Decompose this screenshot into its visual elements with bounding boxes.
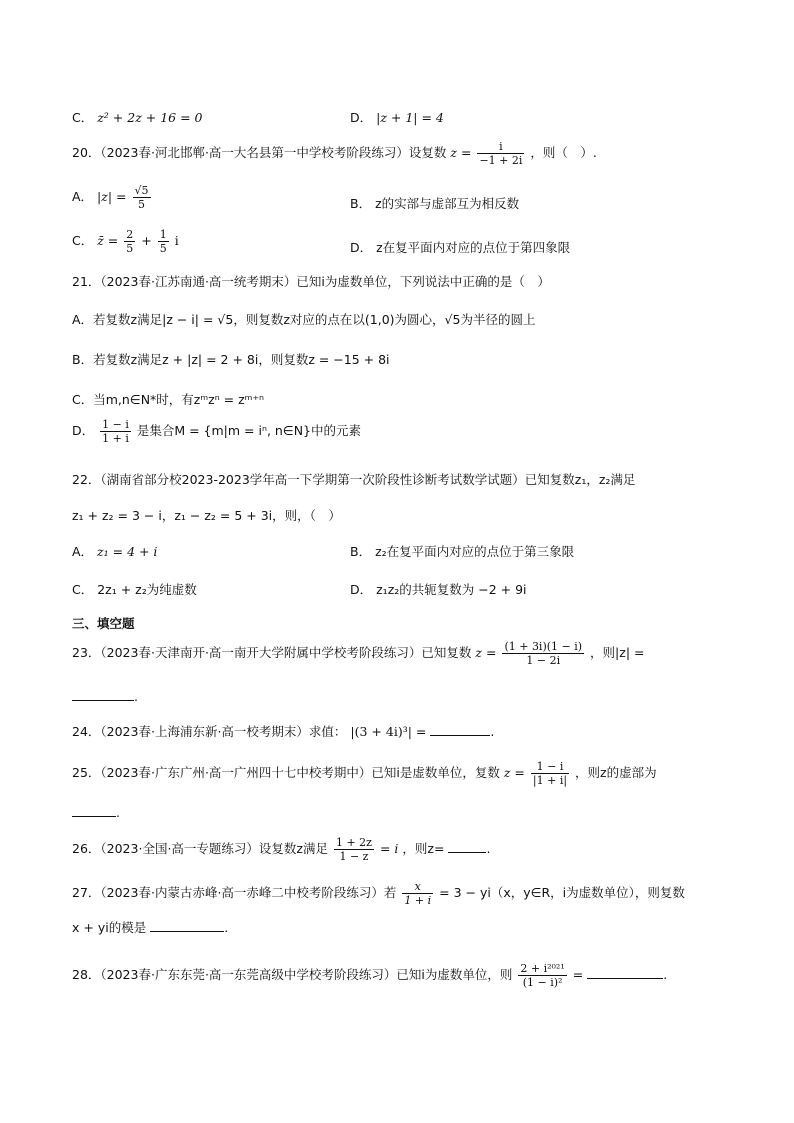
q27-num: x [414,880,421,893]
q21-option-d-den: 1 + i [102,432,129,445]
q20-options-ab [72,184,754,211]
q19-option-d-expr: |z + 1| = 4 [376,110,444,125]
q19-options-cd [72,108,754,126]
q22-option-c-text: 2z₁ + z₂为纯虚数 [97,582,197,597]
q22-option-b-label: B． [350,544,372,559]
q20-frac-num: i [499,140,503,153]
q24-stem-text: 24．（2023春·上海浦东新·高一校考期末）求值： [72,724,347,739]
q27-stem-line2 [72,918,754,936]
q20-option-c-frac1 [124,228,135,255]
q25-lhs: z = [503,765,525,780]
q27-answer-blank[interactable] [150,919,224,932]
q23-stem-tail: ，则|z| = [590,645,645,660]
q26-stem-tail: ，则z= [402,841,445,856]
q27-den: 1 + i [404,894,432,907]
q27-stem [72,880,754,907]
q25-answer-line: . [72,804,754,820]
q20-option-d-text: z在复平面内对应的点位于第四象限 [376,240,571,255]
q20-option-d-label: D． [350,240,373,255]
q27-end: . [224,920,229,935]
section-title: 三、填空题 [72,616,135,631]
q21-stem: 21．（2023春·江苏南通·高一统考期末）已知i为虚数单位，下列说法中正确的是（ ） [72,274,550,289]
q21-option-d-tail: 是集合M = {m|m = iⁿ, n∈N}中的元素 [136,423,362,438]
q26-stem-text: 26．（2023·全国·高一专题练习）设复数z满足 [72,841,328,856]
q22-option-c-label: C． [72,582,94,597]
q23-fraction [502,640,584,667]
q22-stem: 22．（湖南省部分校2023-2023学年高一下学期第一次阶段性诊断考试数学试题）已知复数z₁，z₂满足 [72,472,636,487]
q20-options-cd [72,228,754,255]
q19-option-d-label: D． [350,110,373,125]
q28-answer-blank[interactable] [587,966,663,979]
q20-option-c-tail: i [174,233,179,248]
q23-stem [72,640,754,667]
q22-options-cd [72,580,754,598]
q21-option-b: B．若复数z满足z + |z| = 2 + 8i，则复数z = −15 + 8i [72,352,390,367]
q26-end: . [486,841,491,856]
q23-num: (1 + 3i)(1 − i) [504,640,583,653]
q20-expr-lhs: z = [450,145,472,160]
q20-option-c-label: C． [72,233,94,248]
q28-end: . [663,967,668,982]
q21-option-d [72,418,754,445]
q20-option-c-num1: 2 [126,228,134,241]
q27-stem2-text: x + yi的模是 [72,920,147,935]
q26-answer-blank[interactable] [448,840,486,853]
q20-option-a-den: 5 [133,197,151,211]
q25-den: |1 + i| [532,774,568,787]
q20-option-a-lhs: |z| = [97,189,127,204]
q20-option-a-num: √5 [134,184,149,197]
q20-option-a-fraction [133,184,151,211]
q28-den: (1 − i)² [518,975,566,989]
q20-option-b-label: B． [350,196,372,211]
q26-fraction [334,836,374,863]
q22-option-b-text: z₂在复平面内对应的点位于第三象限 [375,544,575,559]
q27-fraction [402,880,433,907]
q20-stem [72,140,754,167]
q25-stem-text: 25．（2023春·广东广州·高一广州四十七中校考期中）已知i是虚数单位，复数 [72,765,500,780]
q20-frac-den: −1 + 2i [479,154,523,167]
q21-option-c: C．当m,n∈N*时，有zᵐzⁿ = zᵐ⁺ⁿ [72,392,265,407]
q23-answer-line: . [72,688,754,704]
q20-option-c-num2: 1 [159,228,167,241]
q20-option-b-text: z的实部与虚部互为相反数 [375,196,520,211]
q28-num: 2 + i²⁰²¹ [520,962,565,975]
q20-stem-text: 20．（2023春·河北邯郸·高一大名县第一中学校考阶段练习）设复数 [72,145,447,160]
q27-stem-tail: = 3 − yi（x，y∈R，i为虚数单位），则复数 [439,885,685,900]
q22-option-d-label: D． [350,582,373,597]
q25-answer-blank[interactable] [72,804,116,817]
q19-option-c-expr: z² + 2z + 16 = 0 [97,110,203,125]
q23-answer-blank[interactable] [72,688,134,701]
q26-den: 1 − z [334,849,374,863]
q21-option-d-label: D． [72,423,95,438]
q21-option-a: A．若复数z满足|z − i| = √5，则复数z对应的点在以(1,0)为圆心，√5为半径的圆上 [72,312,536,327]
q22-option-a-text: z₁ = 4 + i [97,544,158,559]
q22-option-a-label: A． [72,544,94,559]
q24-answer-blank[interactable] [430,723,490,736]
q20-option-c-frac2 [158,228,169,255]
q22-options-ab [72,542,754,560]
q25-stem-tail: ，则z的虚部为 [575,765,657,780]
q26-stem [72,836,754,863]
q28-stem-text: 28．（2023春·广东东莞·高一东莞高级中学校考阶段练习）已知i为虚数单位，则 [72,967,513,982]
q21-option-d-fraction [100,418,131,445]
q22-option-d-text: z₁z₂的共轭复数为 −2 + 9i [376,582,527,597]
q28-stem [72,962,754,989]
q25-fraction [531,760,569,787]
q20-option-c-plus: + [141,233,152,248]
q23-lhs: z = [475,645,497,660]
q27-stem-text: 27．（2023春·内蒙古赤峰·高一赤峰二中校考阶段练习）若 [72,885,397,900]
q20-option-c-lhs: z̄ = [97,233,119,248]
q25-stem [72,760,754,787]
q26-eq: = i [379,841,399,856]
q24-expr: |(3 + 4i)³| = [350,724,427,739]
q23-den: 1 − 2i [502,653,584,667]
q19-option-c-label: C． [72,110,94,125]
q23-stem-text: 23．（2023春·天津南开·高一南开大学附属中学校考阶段练习）已知复数 [72,645,472,660]
q20-option-c-den1: 5 [126,242,134,255]
q20-option-c-den2: 5 [159,242,167,255]
q20-option-a-label: A． [72,189,94,204]
q28-eq: = [572,967,584,982]
q24-stem: 24．（2023春·上海浦东新·高一校考期末）求值： |(3 + 4i)³| = . [72,724,495,739]
q20-stem-tail: ，则（ ）. [530,145,597,160]
q21-option-d-num: 1 − i [102,418,129,431]
q22-stem-line2: z₁ + z₂ = 3 − i，z₁ − z₂ = 5 + 3i，则，（ ） [72,508,341,523]
q26-num: 1 + 2z [335,836,372,849]
q25-num: 1 − i [536,760,564,773]
q20-fraction [477,140,524,167]
q28-fraction [518,962,566,989]
